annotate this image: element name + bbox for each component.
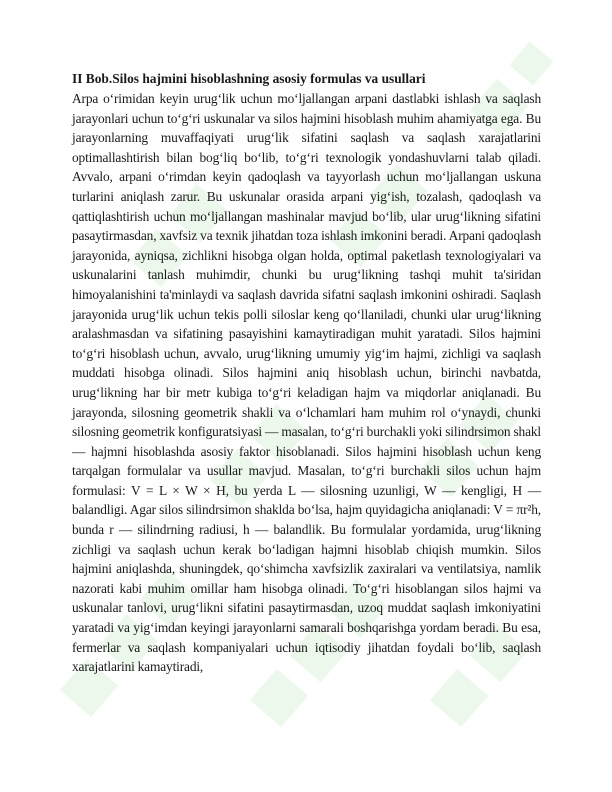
document-page [72, 70, 541, 677]
section-title: II Bob.Silos hajmini hisoblashning asosiy formulas va usullari [72, 71, 426, 86]
body-paragraph: Arpa o‘rimidan keyin urug‘lik uchun mo‘ljallangan arpani dastlabki ishlash va saqlash jarayonlari uchun to‘g‘ri uskunalar va silos hajmini hisoblash muhim ahamiyatga ega. Bu jarayonlarning muvaffaqiyati urug‘lik sifatini saqlash va saqlash xarajatlarini optimallashtirish bilan bog‘liq bo‘lib, to‘g‘ri texnologik yondashuvlarni talab qiladi. Avvalo, arpani o‘rimdan keyin qadoqlash va tayyorlash uchun mo‘ljallangan uskuna turlarini aniqlash zarur. Bu uskunalar orasida arpani yig‘ish, tozalash, qadoqlash va qattiqlashtirish uchun mo‘ljallangan mashinalar mavjud bo‘lib, ular urug‘likning sifatini pasaytirmasdan, xavfsiz va texnik jihatdan toza ishlash imkonini beradi. Arpani qadoqlash jarayonida, ayniqsa, zichlikni hisobga olgan holda, optimal paketlash texnologiyalari va uskunalarini tanlash muhimdir, chunki bu urug‘likning tashqi muhit ta'siridan himoyalanishini ta'minlaydi va saqlash davrida sifatni saqlash imkonini oshiradi. Saqlash jarayonida urug‘lik uchun tekis polli siloslar keng qo‘llaniladi, chunki ular urug‘likning aralashmasdan va sifatining pasayishini kamaytiradigan muhit yaratadi. Silos hajmini to‘g‘ri hisoblash uchun, avvalo, urug‘likning umumiy yig‘im hajmi, zichligi va saqlash muddati hisobga olinadi. Silos hajmini aniq hisoblash uchun, birinchi navbatda, urug‘likning har bir metr kubiga to‘g‘ri keladigan hajm va miqdorlar aniqlanadi. Bu jarayonda, silosning geometrik shakli va o‘lchamlari ham muhim rol o‘ynaydi, chunki silosning geometrik konfiguratsiyasi — masalan, to‘g‘ri burchakli yoki silindrsimon shakl — hajmni hisoblashda asosiy faktor hisoblanadi. Silos hajmini hisoblash uchun keng tarqalgan formulalar va usullar mavjud. Masalan, to‘g‘ri burchakli silos uchun hajm formulasi: V = L × W × H, bu yerda L — silosning uzunligi, W — kengligi, H — balandligi. Agar silos silindrsimon shaklda bo‘lsa, hajm quyidagicha aniqlanadi: V = πr²h, bunda r — silindrning radiusi, h — balandlik. Bu formulalar yordamida, urug‘likning zichligi va saqlash uchun kerak bo‘ladigan hajmni hisoblab chiqish mumkin. Silos hajmini aniqlashda, shuningdek, qo‘shimcha xavfsizlik zaxiralari va ventilatsiya, namlik nazorati kabi muhim omillar ham hisobga olinadi. To‘g‘ri hisoblangan silos hajmi va uskunalar tanlovi, urug‘likni sifatini pasaytirmasdan, uzoq muddat saqlash imkoniyatini yaratadi va yig‘imdan keyingi jarayonlarni samarali boshqarishga yordam beradi. Bu esa, fermerlar va saqlash kompaniyalari uchun iqtisodiy jihatdan foydali bo‘lib, saqlash xarajatlarini kamaytiradi, [72, 91, 541, 675]
